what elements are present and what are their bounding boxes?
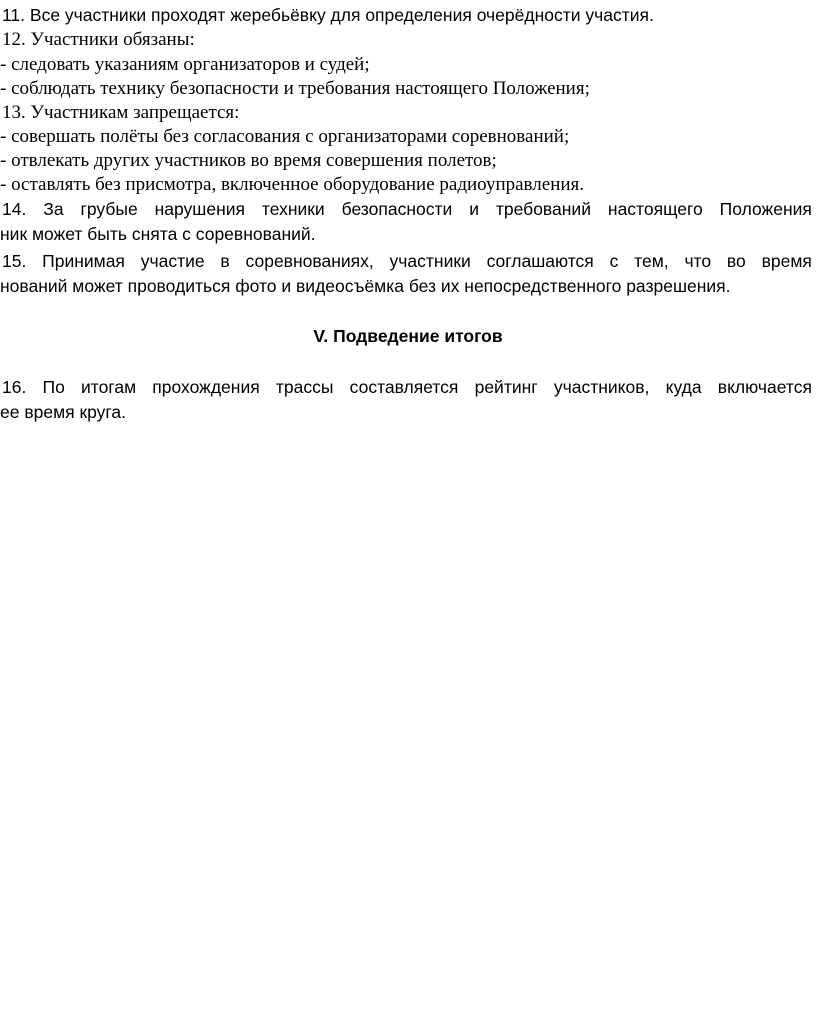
paragraph-12-heading: 12. Участники обязаны: xyxy=(2,29,195,50)
word: прохождения xyxy=(152,377,260,397)
paragraph-13-item-2: - отвлекать других участников во время совершения полетов; xyxy=(0,150,497,171)
paragraph-13-heading: 13. Участникам запрещается: xyxy=(2,102,240,123)
paragraph-14-line-1 xyxy=(2,198,812,220)
word: рейтинг xyxy=(474,377,538,397)
word: включается xyxy=(717,377,812,397)
word: составляется xyxy=(349,377,459,397)
paragraph-13-item-1: - совершать полёты без согласования с организаторами соревнований; xyxy=(0,126,570,147)
word: куда xyxy=(665,377,702,397)
word: Принимая xyxy=(42,251,125,271)
word: что xyxy=(684,251,712,271)
section-heading: V. Подведение итогов xyxy=(313,326,503,346)
paragraph-12-item-2: - соблюдать технику безопасности и требования настоящего Положения; xyxy=(0,78,590,99)
word: техники xyxy=(261,199,325,219)
word: По xyxy=(42,377,65,397)
paragraph-16-line-2: ее время круга. xyxy=(0,402,126,422)
word: соглашаются xyxy=(486,251,594,271)
word: и xyxy=(469,199,479,219)
paragraph-11: 11. Все участники проходят жеребьёвку для определения очерёдности участия. xyxy=(2,5,654,25)
word: 16. xyxy=(2,377,27,397)
word: безопасности xyxy=(341,199,453,219)
word: в xyxy=(220,251,230,271)
paragraph-12-item-1: - следовать указаниям организаторов и судей; xyxy=(0,54,370,75)
word: соревнованиях, xyxy=(245,251,374,271)
word: тем, xyxy=(634,251,669,271)
paragraph-14-line-2: ник может быть снята с соревнований. xyxy=(0,224,316,244)
word: За xyxy=(43,199,64,219)
word: Положения xyxy=(719,199,812,219)
word: 14. xyxy=(2,199,27,219)
word: участники xyxy=(389,251,471,271)
word: с xyxy=(609,251,619,271)
word: требований xyxy=(495,199,591,219)
word: участие xyxy=(140,251,205,271)
word: 15. xyxy=(2,251,27,271)
word: участников, xyxy=(553,377,650,397)
word: во xyxy=(726,251,746,271)
word: трассы xyxy=(275,377,334,397)
paragraph-16-line-1 xyxy=(2,376,812,398)
paragraph-13-item-3: - оставлять без присмотра, включенное оборудование радиоуправления. xyxy=(0,174,585,195)
word: нарушения xyxy=(154,199,245,219)
paragraph-15-line-2: нований может проводиться фото и видеосъёмка без их непосредственного разрешения. xyxy=(0,276,731,296)
word: грубые xyxy=(80,199,138,219)
word: итогам xyxy=(81,377,137,397)
word: настоящего xyxy=(607,199,703,219)
paragraph-15-line-1 xyxy=(2,250,812,272)
word: время xyxy=(761,251,812,271)
